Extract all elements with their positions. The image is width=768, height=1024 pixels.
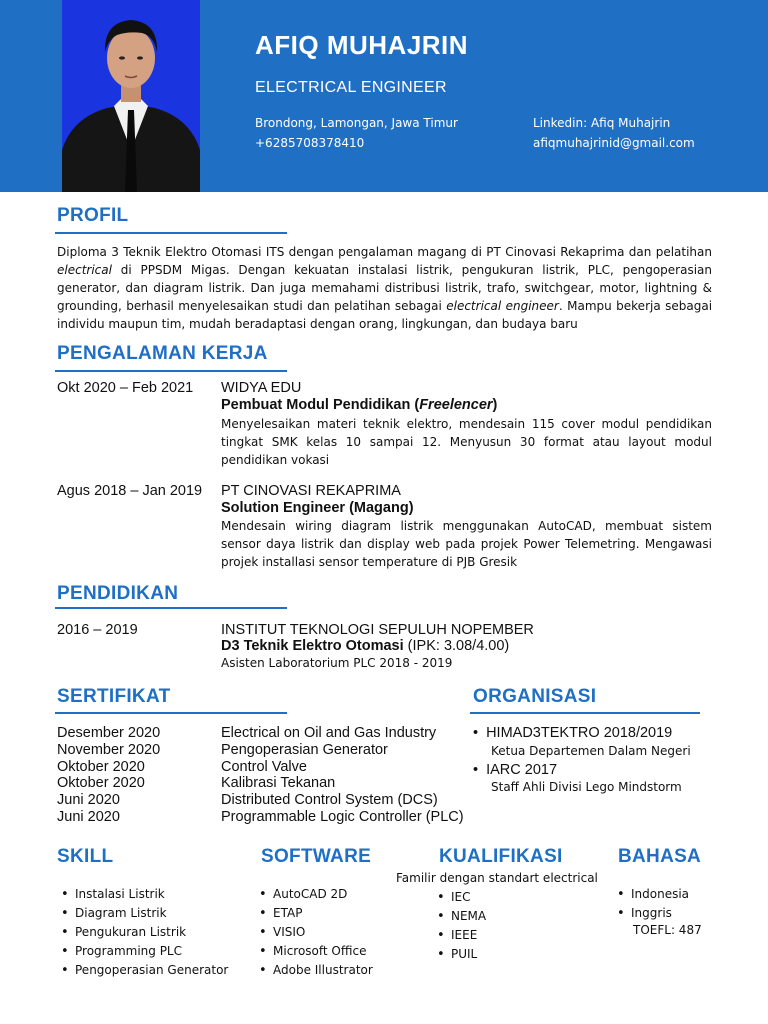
list-item: • AutoCAD 2D (257, 885, 373, 904)
list-item: • Inggris (615, 904, 689, 923)
experience-period: Agus 2018 – Jan 2019 (57, 483, 203, 499)
certificate-date: Juni 2020 (57, 792, 120, 809)
profile-summary (57, 243, 712, 333)
position-text: Pembuat Modul Pendidikan ( (221, 397, 420, 413)
certificate-date: Juni 2020 (57, 808, 120, 825)
qualification-intro: Familir dengan standart electrical (396, 871, 598, 885)
phone: +6285708378410 (255, 136, 365, 150)
certificate-name: Kalibrasi Tekanan (221, 775, 336, 792)
section-title-profil: PROFIL (57, 205, 129, 226)
experience-description: Mendesain wiring diagram listrik menggunakan AutoCAD, membuat sistem sensor daya listrik dan display web pada projek Power Telemetring. Mengawasi projek installasi sensor temperature di PJB Gresik (221, 519, 712, 569)
certificate-dates (57, 725, 160, 826)
list-item: • VISIO (257, 923, 373, 942)
degree-name: D3 Teknik Elektro Otomasi (221, 638, 404, 654)
certificate-date: Oktober 2020 (57, 758, 145, 775)
certificate-date: Oktober 2020 (57, 775, 145, 792)
list-item: • PUIL (435, 945, 486, 964)
certificate-name: Programmable Logic Controller (PLC) (221, 808, 464, 825)
list-item: • IEC (435, 888, 486, 907)
experience-period: Okt 2020 – Feb 2021 (57, 380, 194, 396)
section-title-language: BAHASA (618, 846, 702, 867)
profile-text-2: di PPSDM Migas. Dengan kekuatan instalasi listrik, pengukuran listrik, PLC, pengoperasian generator, dan diagram listrik. Dan juga memahami distribusi listrik, trafo, switchgear, motor, lightning & grounding, berhasil menyelesaikan studi dan pelatihan sebagai (57, 263, 712, 313)
list-item: • NEMA (435, 907, 486, 926)
candidate-role: ELECTRICAL ENGINEER (255, 79, 447, 96)
software-list (257, 885, 373, 980)
section-divider (55, 370, 287, 372)
list-item: • Pengoperasian Generator (59, 961, 228, 980)
certificate-date: November 2020 (57, 741, 161, 758)
list-item: • Microsoft Office (257, 942, 373, 961)
list-item: • Programming PLC (59, 942, 228, 961)
section-title-certificates: SERTIFIKAT (57, 686, 171, 707)
experience-description: Menyelesaikan materi teknik elektro, mendesain 115 cover modul pendidikan tingkat SMK kelas 10 sampai 12. Menyusun 30 format atau layout modul pendidikan vokasi (221, 417, 712, 467)
organization-item: • HIMAD3TEKTRO 2018/2019 (473, 725, 673, 741)
list-item: • Instalasi Listrik (59, 885, 228, 904)
certificate-name: Electrical on Oil and Gas Industry (221, 725, 437, 741)
language-list (615, 885, 689, 923)
organization-name: IARC 2017 (486, 762, 558, 778)
section-divider (55, 712, 287, 714)
list-item: • IEEE (435, 926, 486, 945)
education-degree (221, 638, 509, 654)
position-text-end: ) (492, 397, 498, 413)
section-title-education: PENDIDIKAN (57, 583, 179, 604)
toefl-score: TOEFL: 487 (633, 923, 702, 937)
skill-list (59, 885, 228, 980)
section-title-qualification: KUALIFIKASI (439, 846, 563, 867)
linkedin-link[interactable]: Linkedin: Afiq Muhajrin (533, 116, 671, 130)
list-item: • Indonesia (615, 885, 689, 904)
header-banner (0, 0, 768, 192)
experience-company: WIDYA EDU (221, 380, 302, 396)
certificate-name: Control Valve (221, 758, 307, 775)
position-italic: Freelencer (419, 397, 493, 413)
certificate-name: Pengoperasian Generator (221, 741, 388, 758)
profile-text-1: Diploma 3 Teknik Elektro Otomasi ITS dengan pengalaman magang di PT Cinovasi Rekaprima dan pelatihan (57, 245, 712, 259)
certificate-name: Distributed Control System (DCS) (221, 792, 438, 809)
candidate-name: AFIQ MUHAJRIN (255, 30, 469, 60)
qualification-list (435, 888, 486, 964)
experience-position: Solution Engineer (Magang) (221, 500, 414, 516)
section-title-skill: SKILL (57, 846, 114, 867)
section-title-organization: ORGANISASI (473, 686, 597, 707)
organization-role: Staff Ahli Divisi Lego Mindstorm (491, 780, 682, 794)
experience-company: PT CINOVASI REKAPRIMA (221, 483, 401, 499)
education-period: 2016 – 2019 (57, 622, 138, 638)
section-title-software: SOFTWARE (261, 846, 372, 867)
profile-photo (62, 0, 200, 192)
experience-position (221, 397, 497, 413)
section-divider (55, 607, 287, 609)
degree-ipk: (IPK: 3.08/4.00) (403, 638, 510, 654)
organization-name: HIMAD3TEKTRO 2018/2019 (486, 725, 673, 741)
section-title-experience: PENGALAMAN KERJA (57, 343, 268, 364)
list-item: • Adobe Illustrator (257, 961, 373, 980)
profile-text-3: . Mampu bekerja sebagai individu maupun tim, mudah beradaptasi dengan orang, lingkungan, dan budaya baru (57, 299, 713, 331)
certificate-names (221, 725, 464, 826)
section-divider (55, 232, 287, 234)
list-item: • ETAP (257, 904, 373, 923)
list-item: • Pengukuran Listrik (59, 923, 228, 942)
address: Brondong, Lamongan, Jawa Timur (255, 116, 458, 130)
profile-text-italic-2: electrical engineer (446, 299, 559, 313)
education-note: Asisten Laboratorium PLC 2018 - 2019 (221, 656, 453, 670)
email-link[interactable]: afiqmuhajrinid@gmail.com (533, 136, 695, 150)
organization-item: • IARC 2017 (473, 762, 558, 778)
certificate-date: Desember 2020 (57, 725, 161, 741)
profile-text-italic-1: electrical (57, 263, 112, 277)
education-school: INSTITUT TEKNOLOGI SEPULUH NOPEMBER (221, 622, 534, 638)
section-divider (470, 712, 700, 714)
list-item: • Diagram Listrik (59, 904, 228, 923)
organization-role: Ketua Departemen Dalam Negeri (491, 744, 691, 758)
